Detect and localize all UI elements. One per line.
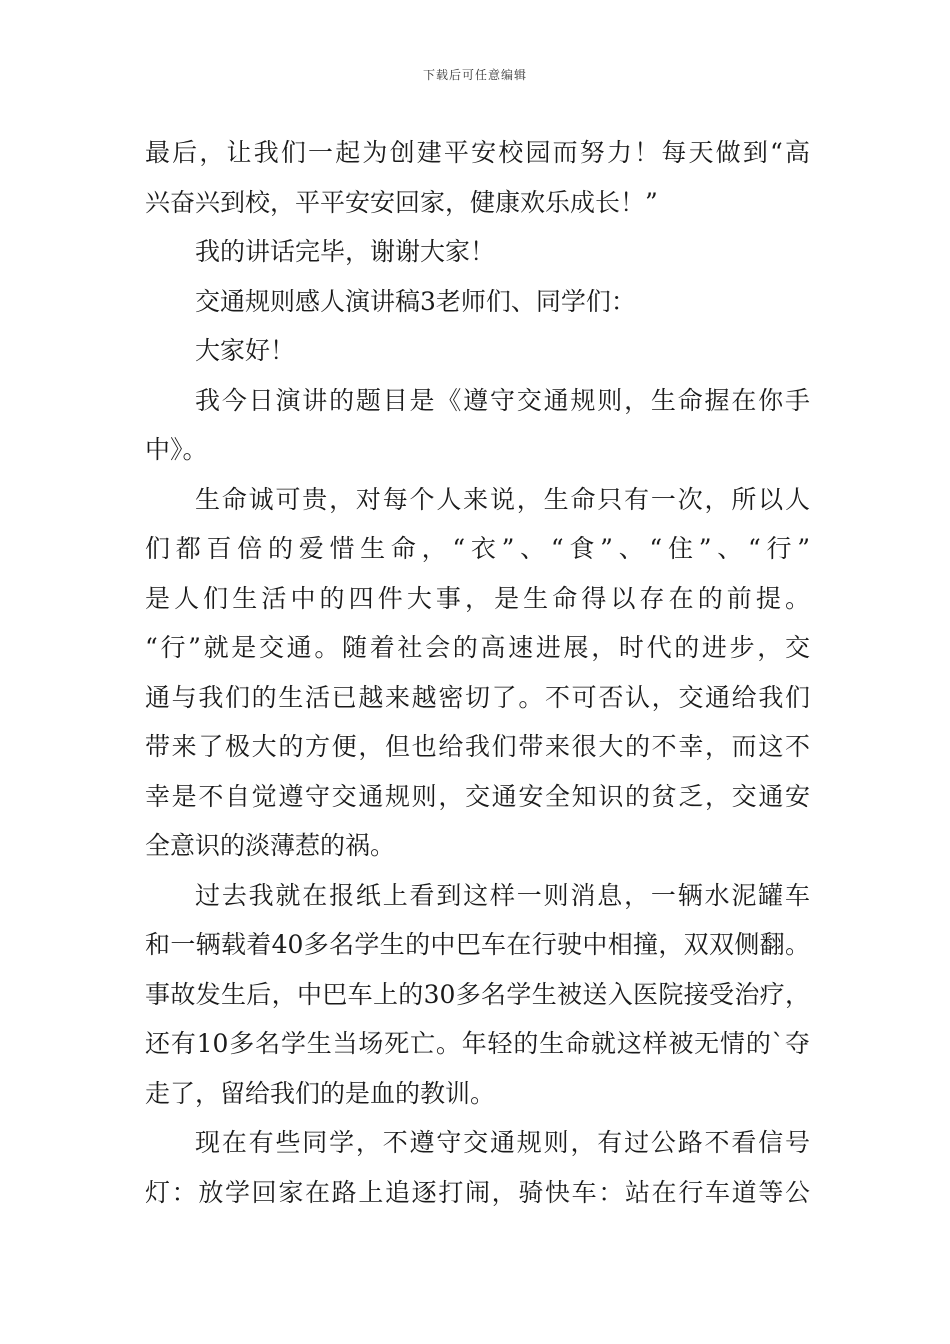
text-line: 还有10多名学生当场死亡。年轻的生命就这样被无情的`夺 [145, 1029, 810, 1058]
text-line: 生命诚可贵，对每个人来说，生命只有一次，所以人 [195, 484, 810, 514]
page-header: 下载后可任意编辑 [422, 68, 527, 82]
text-line: “行”就是交通。随着社会的高速进展，时代的进步，交 [145, 633, 810, 662]
text-line: 通与我们的生活已越来越密切了。不可否认，交通给我们 [145, 682, 810, 712]
text-line: 我今日演讲的题目是《遵守交通规则，生命握在你手 [195, 385, 810, 415]
text-line: 事故发生后，中巴车上的30多名学生被送入医院接受治疗， [145, 979, 810, 1009]
text-line: 我的讲话完毕，谢谢大家！ [195, 237, 496, 266]
text-line: 是人们生活中的四件大事，是生命得以存在的前提。 [145, 583, 810, 613]
text-line: 灯：放学回家在路上追逐打闹，骑快车：站在行车道等公 [145, 1177, 810, 1207]
text-line: 兴奋兴到校，平平安安回家，健康欢乐成长！” [145, 187, 658, 217]
text-line: 大家好！ [195, 336, 296, 365]
text-line: 全意识的淡薄惹的祸。 [145, 831, 396, 860]
text-line: 最后，让我们一起为创建平安校园而努力！每天做到“高 [145, 138, 810, 167]
text-line: 走了，留给我们的是血的教训。 [145, 1078, 496, 1108]
text-line: 幸是不自觉遵守交通规则，交通安全知识的贫乏，交通安 [145, 781, 810, 811]
text-line: 和一辆载着40多名学生的中巴车在行驶中相撞，双双侧翻。 [145, 930, 810, 959]
document-body [145, 128, 810, 1217]
text-line: 带来了极大的方便，但也给我们带来很大的不幸，而这不 [145, 732, 810, 761]
text-line: 们都百倍的爱惜生命，“衣”、“食”、“住”、“行” [145, 534, 810, 563]
text-line: 中》。 [145, 435, 208, 464]
text-line: 现在有些同学，不遵守交通规则，有过公路不看信号 [195, 1128, 810, 1157]
text-line: 过去我就在报纸上看到这样一则消息，一辆水泥罐车 [195, 880, 810, 910]
text-line: 交通规则感人演讲稿3老师们、同学们： [195, 286, 636, 316]
